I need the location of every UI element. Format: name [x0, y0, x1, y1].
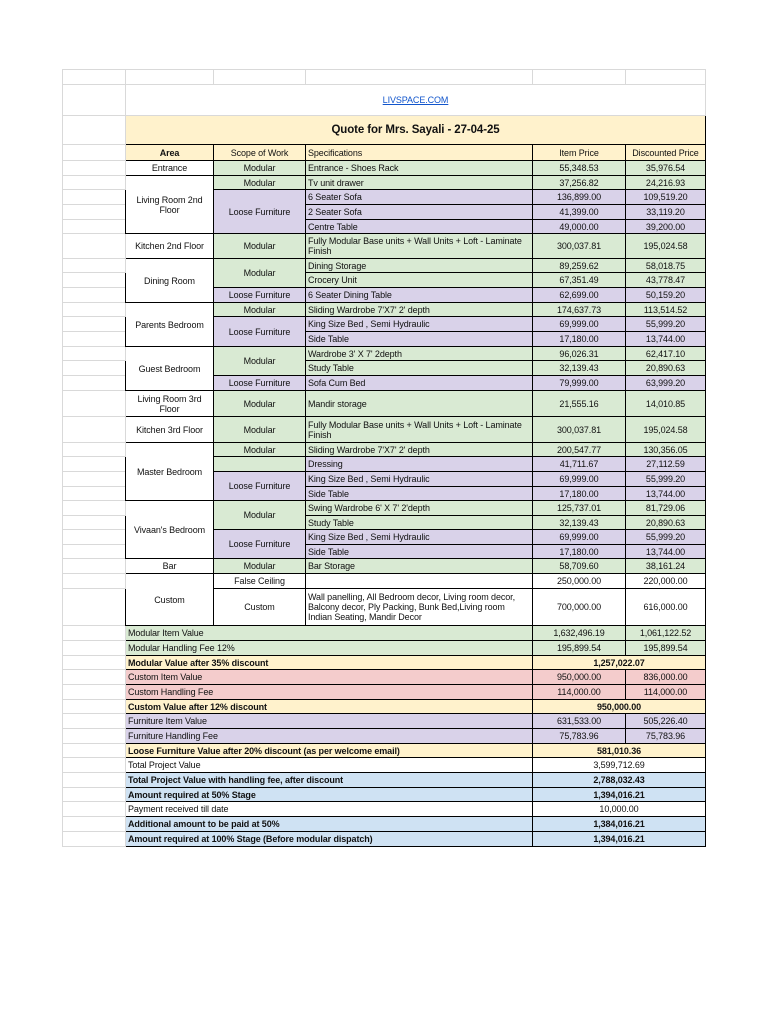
summary-label: Additional amount to be paid at 50%	[126, 817, 533, 832]
scope-cell	[214, 457, 306, 472]
scope-cell: Loose Furniture	[214, 376, 306, 391]
summary-row	[63, 744, 706, 758]
summary-value: 1,394,016.21	[533, 832, 706, 847]
livspace-link[interactable]: LIVSPACE.COM	[382, 95, 449, 105]
blank-row	[63, 70, 706, 85]
scope-cell: Modular	[214, 501, 306, 530]
summary-value: 10,000.00	[533, 802, 706, 817]
discounted-price-cell: 14,010.85	[626, 391, 706, 417]
item-price-cell: 250,000.00	[533, 574, 626, 589]
spec-cell: Sliding Wardrobe 7'X7' 2' depth	[306, 443, 533, 457]
header-scope: Scope of Work	[214, 145, 306, 161]
spec-cell: Sofa Cum Bed	[306, 376, 533, 391]
table-row	[63, 303, 706, 317]
summary-label: Custom Item Value	[126, 670, 533, 685]
table-row	[63, 417, 706, 443]
discounted-price-cell: 113,514.52	[626, 303, 706, 317]
spec-cell: 6 Seater Dining Table	[306, 288, 533, 303]
spec-cell: Wall panelling, All Bedroom decor, Living room decor, Balcony decor, Ply Packing, Bunk Bed,Living room Indian Seating, Mandir Decor	[306, 589, 533, 626]
summary-value: 2,788,032.43	[533, 773, 706, 788]
discounted-price-cell: 55,999.20	[626, 472, 706, 487]
discounted-price-cell: 35,976.54	[626, 161, 706, 176]
discounted-price-cell: 20,890.63	[626, 516, 706, 530]
summary-item-value: 195,899.54	[533, 641, 626, 656]
item-price-cell: 79,999.00	[533, 376, 626, 391]
table-row	[63, 559, 706, 574]
discounted-price-cell: 27,112.59	[626, 457, 706, 472]
discounted-price-cell: 39,200.00	[626, 220, 706, 234]
title-row	[63, 116, 706, 145]
spec-cell: 2 Seater Sofa	[306, 205, 533, 220]
summary-row	[63, 802, 706, 817]
item-price-cell: 17,180.00	[533, 487, 626, 501]
discounted-price-cell: 13,744.00	[626, 487, 706, 501]
summary-label: Custom Value after 12% discount	[126, 700, 533, 714]
table-row	[63, 259, 706, 273]
summary-value: 1,257,022.07	[533, 656, 706, 670]
item-price-cell: 200,547.77	[533, 443, 626, 457]
summary-row	[63, 670, 706, 685]
spec-cell: Tv unit drawer	[306, 176, 533, 190]
summary-label: Custom Handling Fee	[126, 685, 533, 700]
summary-label: Furniture Item Value	[126, 714, 533, 729]
header-discounted-price: Discounted Price	[626, 145, 706, 161]
spec-cell: Side Table	[306, 487, 533, 501]
scope-cell: False Ceiling	[214, 574, 306, 589]
spec-cell: Fully Modular Base units + Wall Units + Loft - Laminate Finish	[306, 417, 533, 443]
summary-value: 1,384,016.21	[533, 817, 706, 832]
item-price-cell: 49,000.00	[533, 220, 626, 234]
table-row	[63, 176, 706, 190]
item-price-cell: 41,399.00	[533, 205, 626, 220]
summary-row	[63, 773, 706, 788]
summary-label: Loose Furniture Value after 20% discount (as per welcome email)	[126, 744, 533, 758]
item-price-cell: 125,737.01	[533, 501, 626, 516]
summary-label: Amount required at 100% Stage (Before modular dispatch)	[126, 832, 533, 847]
item-price-cell: 69,999.00	[533, 472, 626, 487]
area-cell: Entrance	[126, 161, 214, 176]
spec-cell: Dining Storage	[306, 259, 533, 273]
spec-cell: King Size Bed , Semi Hydraulic	[306, 472, 533, 487]
spec-cell: Side Table	[306, 545, 533, 559]
summary-row	[63, 685, 706, 700]
link-row	[63, 85, 706, 116]
discounted-price-cell: 24,216.93	[626, 176, 706, 190]
summary-value: 3,599,712.69	[533, 758, 706, 773]
discounted-price-cell: 81,729.06	[626, 501, 706, 516]
summary-discounted-value: 836,000.00	[626, 670, 706, 685]
summary-item-value: 631,533.00	[533, 714, 626, 729]
summary-label: Furniture Handling Fee	[126, 729, 533, 744]
area-cell: Master Bedroom	[126, 443, 214, 501]
scope-cell: Modular	[214, 559, 306, 574]
spec-cell: Study Table	[306, 516, 533, 530]
spec-cell: Mandir storage	[306, 391, 533, 417]
scope-cell: Modular	[214, 161, 306, 176]
scope-cell: Loose Furniture	[214, 288, 306, 303]
item-price-cell: 62,699.00	[533, 288, 626, 303]
table-row	[63, 347, 706, 361]
item-price-cell: 300,037.81	[533, 417, 626, 443]
summary-row	[63, 817, 706, 832]
summary-label: Modular Value after 35% discount	[126, 656, 533, 670]
item-price-cell: 89,259.62	[533, 259, 626, 273]
spec-cell: Swing Wardrobe 6' X 7' 2'depth	[306, 501, 533, 516]
area-cell: Vivaan's Bedroom	[126, 501, 214, 559]
discounted-price-cell: 55,999.20	[626, 530, 706, 545]
discounted-price-cell: 62,417.10	[626, 347, 706, 361]
summary-label: Total Project Value	[126, 758, 533, 773]
summary-row	[63, 714, 706, 729]
item-price-cell: 17,180.00	[533, 545, 626, 559]
spec-cell: Sliding Wardrobe 7'X7' 2' depth	[306, 303, 533, 317]
discounted-price-cell: 13,744.00	[626, 545, 706, 559]
summary-label: Total Project Value with handling fee, after discount	[126, 773, 533, 788]
scope-cell: Modular	[214, 391, 306, 417]
spec-cell: 6 Seater Sofa	[306, 190, 533, 205]
header-row	[63, 145, 706, 161]
scope-cell: Modular	[214, 176, 306, 190]
table-row	[63, 391, 706, 417]
scope-cell: Loose Furniture	[214, 530, 306, 559]
item-price-cell: 58,709.60	[533, 559, 626, 574]
area-cell: Living Room 2nd Floor	[126, 176, 214, 234]
item-price-cell: 21,555.16	[533, 391, 626, 417]
area-cell: Custom	[126, 574, 214, 626]
summary-item-value: 950,000.00	[533, 670, 626, 685]
scope-cell: Modular	[214, 259, 306, 288]
summary-row	[63, 758, 706, 773]
discounted-price-cell: 58,018.75	[626, 259, 706, 273]
summary-label: Payment received till date	[126, 802, 533, 817]
scope-cell: Modular	[214, 234, 306, 259]
spec-cell	[306, 574, 533, 589]
item-price-cell: 17,180.00	[533, 332, 626, 347]
discounted-price-cell: 616,000.00	[626, 589, 706, 626]
discounted-price-cell: 109,519.20	[626, 190, 706, 205]
scope-cell: Loose Furniture	[214, 317, 306, 347]
item-price-cell: 32,139.43	[533, 361, 626, 376]
spec-cell: Wardrobe 3' X 7' 2depth	[306, 347, 533, 361]
discounted-price-cell: 55,999.20	[626, 317, 706, 332]
summary-item-value: 75,783.96	[533, 729, 626, 744]
discounted-price-cell: 195,024.58	[626, 234, 706, 259]
discounted-price-cell: 220,000.00	[626, 574, 706, 589]
discounted-price-cell: 13,744.00	[626, 332, 706, 347]
table-row	[63, 161, 706, 176]
summary-discounted-value: 114,000.00	[626, 685, 706, 700]
summary-item-value: 114,000.00	[533, 685, 626, 700]
header-item-price: Item Price	[533, 145, 626, 161]
item-price-cell: 32,139.43	[533, 516, 626, 530]
summary-row	[63, 832, 706, 847]
summary-label: Modular Item Value	[126, 626, 533, 641]
summary-discounted-value: 1,061,122.52	[626, 626, 706, 641]
summary-row	[63, 700, 706, 714]
spec-cell: Crocery Unit	[306, 273, 533, 288]
spec-cell: King Size Bed , Semi Hydraulic	[306, 530, 533, 545]
item-price-cell: 300,037.81	[533, 234, 626, 259]
scope-cell: Loose Furniture	[214, 472, 306, 501]
summary-label: Amount required at 50% Stage	[126, 788, 533, 802]
header-area: Area	[126, 145, 214, 161]
scope-cell: Modular	[214, 443, 306, 457]
item-price-cell: 67,351.49	[533, 273, 626, 288]
discounted-price-cell: 50,159.20	[626, 288, 706, 303]
summary-row	[63, 788, 706, 802]
summary-value: 950,000.00	[533, 700, 706, 714]
discounted-price-cell: 63,999.20	[626, 376, 706, 391]
scope-cell: Modular	[214, 417, 306, 443]
summary-row	[63, 656, 706, 670]
area-cell: Parents Bedroom	[126, 303, 214, 347]
spec-cell: Side Table	[306, 332, 533, 347]
table-row	[63, 443, 706, 457]
spec-cell: Study Table	[306, 361, 533, 376]
header-spec: Specifications	[306, 145, 533, 161]
item-price-cell: 69,999.00	[533, 530, 626, 545]
summary-label: Modular Handling Fee 12%	[126, 641, 533, 656]
summary-value: 1,394,016.21	[533, 788, 706, 802]
item-price-cell: 136,899.00	[533, 190, 626, 205]
summary-row	[63, 626, 706, 641]
item-price-cell: 41,711.67	[533, 457, 626, 472]
summary-discounted-value: 195,899.54	[626, 641, 706, 656]
spec-cell: Fully Modular Base units + Wall Units + Loft - Laminate Finish	[306, 234, 533, 259]
scope-cell: Custom	[214, 589, 306, 626]
scope-cell: Modular	[214, 347, 306, 376]
area-cell: Dining Room	[126, 259, 214, 303]
area-cell: Living Room 3rd Floor	[126, 391, 214, 417]
summary-item-value: 1,632,496.19	[533, 626, 626, 641]
area-cell: Kitchen 3rd Floor	[126, 417, 214, 443]
scope-cell: Modular	[214, 303, 306, 317]
item-price-cell: 700,000.00	[533, 589, 626, 626]
item-price-cell: 55,348.53	[533, 161, 626, 176]
area-cell: Bar	[126, 559, 214, 574]
item-price-cell: 174,637.73	[533, 303, 626, 317]
item-price-cell: 69,999.00	[533, 317, 626, 332]
spec-cell: Dressing	[306, 457, 533, 472]
summary-row	[63, 729, 706, 744]
table-row	[63, 574, 706, 589]
quote-title: Quote for Mrs. Sayali - 27-04-25	[331, 124, 500, 136]
scope-cell: Loose Furniture	[214, 190, 306, 234]
spec-cell: Entrance - Shoes Rack	[306, 161, 533, 176]
summary-row	[63, 641, 706, 656]
discounted-price-cell: 38,161.24	[626, 559, 706, 574]
spec-cell: Centre Table	[306, 220, 533, 234]
discounted-price-cell: 43,778.47	[626, 273, 706, 288]
discounted-price-cell: 33,119.20	[626, 205, 706, 220]
spec-cell: King Size Bed , Semi Hydraulic	[306, 317, 533, 332]
summary-value: 581,010.36	[533, 744, 706, 758]
item-price-cell: 96,026.31	[533, 347, 626, 361]
summary-discounted-value: 75,783.96	[626, 729, 706, 744]
area-cell: Kitchen 2nd Floor	[126, 234, 214, 259]
discounted-price-cell: 195,024.58	[626, 417, 706, 443]
discounted-price-cell: 20,890.63	[626, 361, 706, 376]
summary-discounted-value: 505,226.40	[626, 714, 706, 729]
table-row	[63, 501, 706, 516]
spec-cell: Bar Storage	[306, 559, 533, 574]
item-price-cell: 37,256.82	[533, 176, 626, 190]
table-row	[63, 234, 706, 259]
quote-sheet	[62, 69, 706, 847]
area-cell: Guest Bedroom	[126, 347, 214, 391]
discounted-price-cell: 130,356.05	[626, 443, 706, 457]
